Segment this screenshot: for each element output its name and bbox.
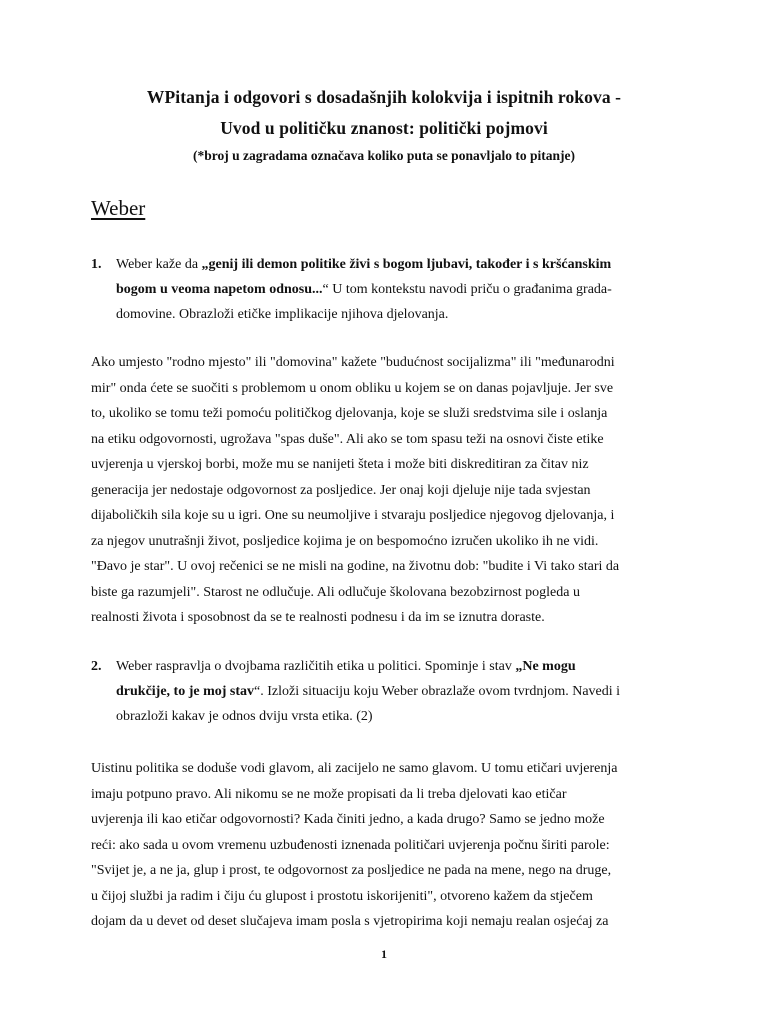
paragraph-line: Ako umjesto "rodno mjesto" ili "domovina" kažete "budućnost socijalizma" ili "međunarodni [91, 355, 615, 370]
paragraph-line: za njegov unutrašnji život, posljedice kojima je on bespomoćno izručen ukoliko ih ne vidi. [91, 533, 599, 549]
question-line: domovine. Obrazloži etičke implikacije njihova djelovanja. [116, 307, 449, 322]
document-title-line-2: Uvod u političku znanost: politički pojmovi [220, 118, 548, 138]
paragraph-line: Uistinu politika se doduše vodi glavom, ali zacijelo ne samo glavom. U tomu etičari uvjerenja [91, 761, 618, 776]
paragraph-line: uvjerenja u vjerskoj borbi, može mu se nanijeti šteta i može biti diskreditiran za čitav niz [91, 457, 589, 472]
paragraph-line: mir" onda ćete se suočiti s problemom u onom obliku u kojem se on danas pojavljuje. Jer sve [91, 380, 614, 396]
paragraph-line: uvjerenja ili kao etičar odgovornosti? Kada činiti jedno, a kada drugo? Samo se jedno može [91, 812, 605, 827]
question-line: obrazloži kakav je odnos dviju vrsta etika. (2) [116, 709, 373, 724]
paragraph-line: "Svijet je, a ne ja, glup i prost, te odgovornost za posljedice ne pada na mene, nego na druge, [91, 863, 612, 878]
document-subtitle: (*broj u zagradama označava koliko puta se ponavljalo to pitanje) [193, 148, 575, 163]
paragraph-line: reći: ako sada u ovom vremenu uzbuđenosti iznenada političari uvjerenja počnu širiti parole: [91, 837, 610, 853]
document-title-line-1: WPitanja i odgovori s dosadašnjih kolokvija i ispitnih rokova - [146, 87, 622, 107]
question-text-span: “ U tom kontekstu navodi priču o građanima grada- [322, 282, 612, 297]
question-bold-span: „Ne mogu [515, 659, 576, 674]
paragraph-line: na etiku odgovornosti, ugrožava "spas duše". Ali ako se tom spasu teži na osnovi čiste etike [91, 431, 604, 447]
paragraph-line: realnosti života i sposobnost da se te realnosti podnesu i da im se iznutra doraste. [91, 610, 545, 625]
question-2-text [116, 654, 678, 729]
paragraph-line: imaju potpuno pravo. Ali nikomu se ne može propisati da li treba djelovati kao etičar [91, 786, 567, 802]
question-1-number: 1. [91, 257, 102, 272]
paragraph-line: to, ukoliko se tomu teži pomoću političkog djelovanja, koje se služi sredstvima sile i oslanja [91, 406, 608, 421]
page-number: 1 [381, 947, 387, 961]
paragraph-line: u čijoj službi ja radim i čiju ću glupost i prostotu iskorijeniti", otvoreno kažem da stječem [91, 888, 593, 904]
paragraph-line: dojam da u devet od deset slučajeva imam posla s vjetropirima koji nemaju realan osjećaj za [91, 914, 609, 929]
section-heading: Weber [91, 196, 146, 220]
question-1-text [116, 252, 678, 327]
question-bold-span: „genij ili demon politike živi s bogom ljubavi, također i s kršćanskim [201, 257, 612, 272]
answer-1-paragraph [91, 350, 681, 631]
question-text-span: Weber raspravlja o dvojbama različitih etika u politici. Spominje i stav [116, 659, 516, 674]
question-text-span: “. Izloži situaciju koju Weber obrazlaže ovom tvrdnjom. Navedi i [254, 684, 621, 699]
paragraph-line: "Đavo je star". U ovoj rečenici se ne misli na godine, na životnu dob: "budite i Vi tako stari da [91, 559, 620, 574]
question-line [116, 679, 678, 704]
question-text-span: Weber kaže da [116, 257, 202, 272]
paragraph-line: generacija jer nedostaje odgovornost za posljedice. Jer onaj koji djeluje nije tada svjestan [91, 482, 591, 498]
question-line [116, 252, 678, 277]
paragraph-line: dijaboličkih sila koje su u igri. One su neumoljive i stvaraju posljedice njegovog djelovanja, i [91, 508, 615, 523]
question-2-number: 2. [91, 659, 102, 674]
question-bold-span: drukčije, to je moj stav [116, 684, 255, 699]
question-line [116, 277, 678, 302]
question-line [116, 654, 678, 679]
paragraph-line: biste ga razumjeli". Starost ne odlučuje. Ali odlučuje školovana bezobzirnost pogleda u [91, 584, 580, 600]
question-bold-span: bogom u veoma napetom odnosu... [116, 282, 323, 297]
answer-2-paragraph [91, 756, 681, 935]
